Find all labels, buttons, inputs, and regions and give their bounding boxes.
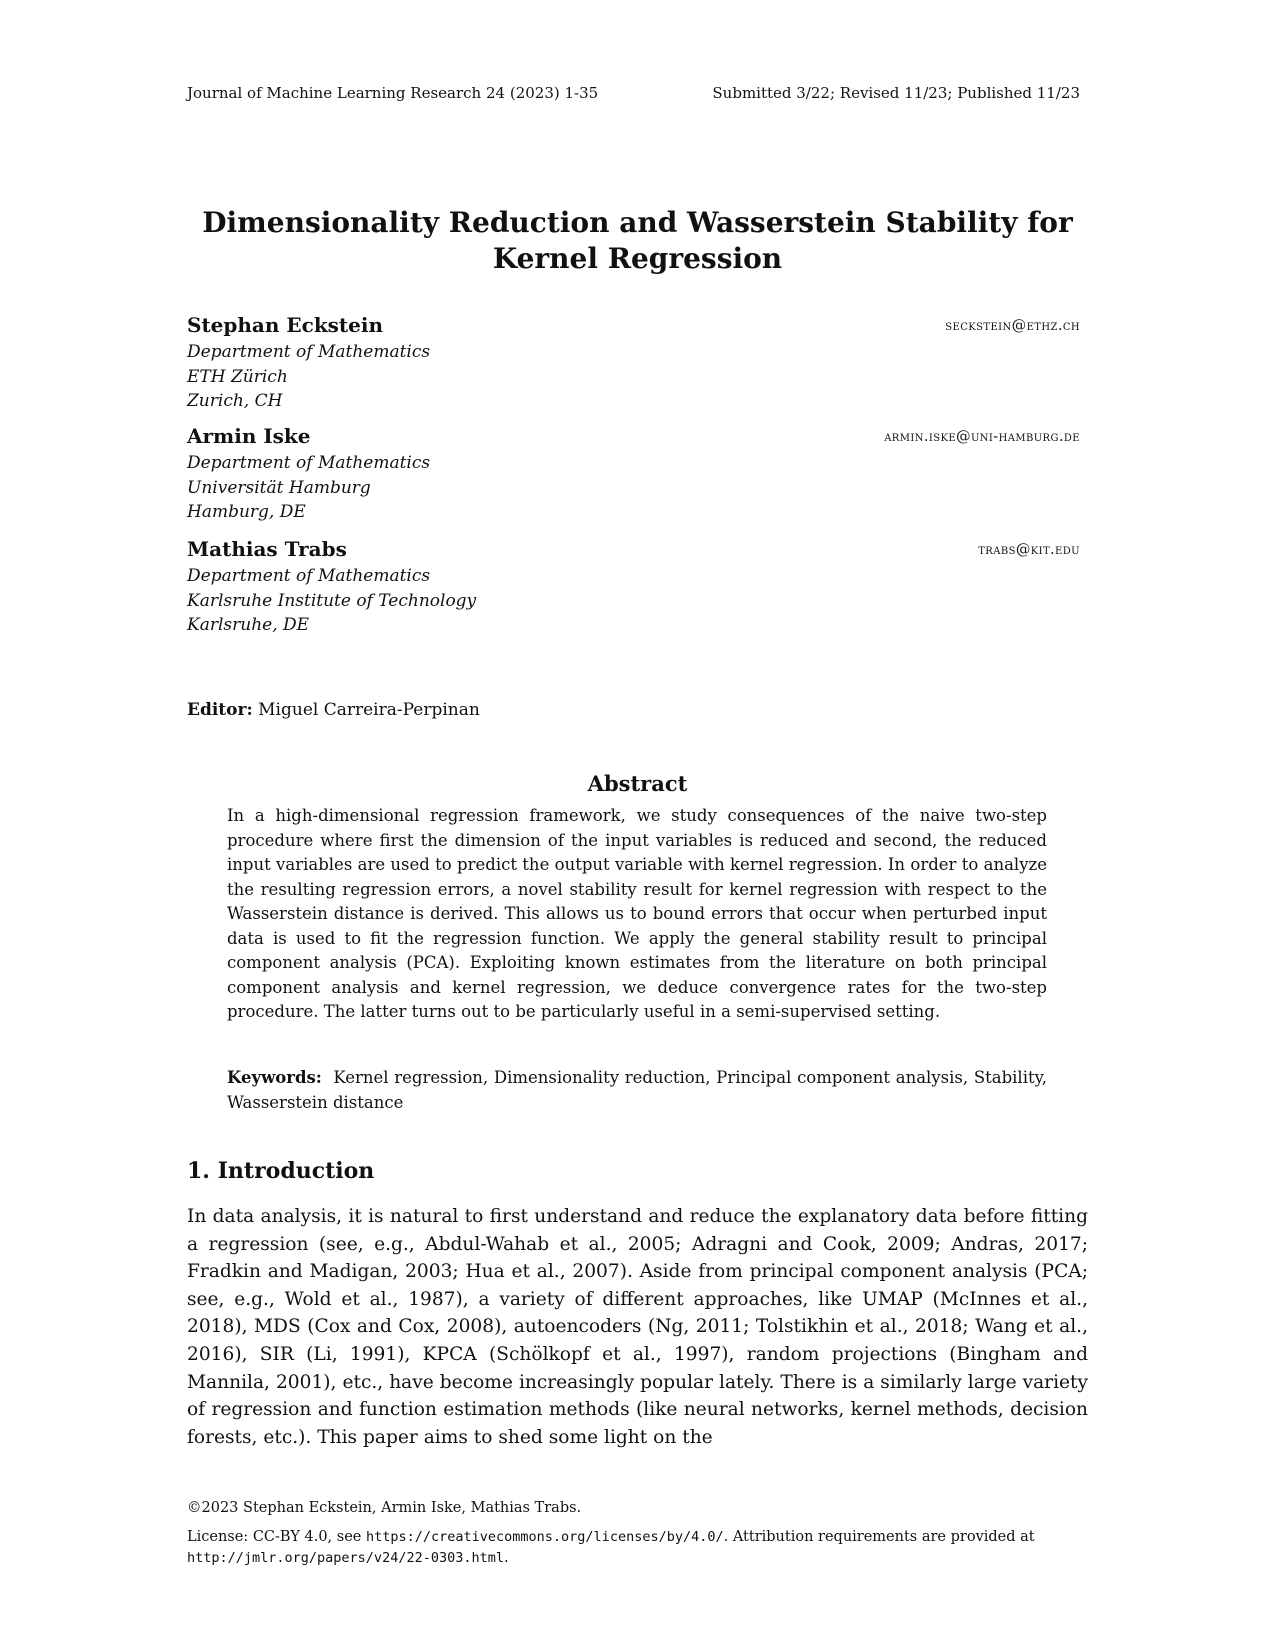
affiliation-line: Karlsruhe, DE (187, 615, 310, 635)
introduction-paragraph: In data analysis, it is natural to first understand and reduce the explanatory data before fitting a regression (see, e.g., Abdul-Wahab et al., 2005; Adragni and Cook, 2009; Andras, 2017; Fradkin and Madigan, 2003; Hua et al., 2007). Aside from principal component analysis (PCA; see, e.g., Wold et al., 1987), a variety of different approaches, like UMAP (McInnes et al., 2018), MDS (Cox and Cox, 2008), autoencoders (Ng, 2011; Tolstikhin et al., 2018; Wang et al., 2016), SIR (Li, 1991), KPCA (Schölkopf et al., 1997), random projections (Bingham and Mannila, 2001), etc., have become increasingly popular lately. There is a similarly large variety of regression and function estimation methods (like neural networks, kernel methods, decision forests, etc.). This paper aims to shed some light on the (187, 1206, 1088, 1448)
running-header-right: Submitted 3/22; Revised 11/23; Published 11/23 (712, 84, 1080, 102)
abstract-heading: Abstract (587, 771, 688, 796)
author-affiliation (187, 340, 430, 414)
license-link[interactable]: https://creativecommons.org/licenses/by/4.0/ (365, 1529, 724, 1545)
author-affiliation (187, 451, 430, 525)
affiliation-line: Department of Mathematics (187, 342, 431, 362)
section-heading-introduction: 1. Introduction (187, 1158, 375, 1184)
editor-label: Editor: (187, 700, 253, 720)
author-name: Mathias Trabs (187, 537, 347, 561)
author-email[interactable]: trabs@kit.edu (978, 542, 1080, 558)
keywords (227, 1066, 1047, 1115)
author-email[interactable]: seckstein@ethz.ch (945, 318, 1080, 334)
copyright-line: ©2023 Stephan Eckstein, Armin Iske, Mathias Trabs. (187, 1500, 582, 1516)
editor-name: Miguel Carreira-Perpinan (258, 700, 480, 720)
abstract-text: In a high-dimensional regression framework, we study consequences of the naive two-step procedure where first the dimension of the input variables is reduced and second, the reduced input variables are used to predict the output variable with kernel regression. In order to analyze the resulting regression errors, a novel stability result for kernel regression with respect to the Wasserstein distance is derived. This allows us to bound errors that occur when perturbed input data is used to fit the regression function. We apply the general stability result to principal component analysis (PCA). Exploiting known estimates from the literature on both principal component analysis and kernel regression, we deduce convergence rates for the two-step procedure. The latter turns out to be particularly useful in a semi-supervised setting. (227, 806, 1047, 1021)
title-line-2: Kernel Regression (492, 242, 783, 275)
license-text: License: CC-BY 4.0, see (187, 1529, 366, 1545)
author-name: Stephan Eckstein (187, 313, 384, 337)
paper-title (130, 205, 1145, 277)
keywords-label: Keywords: (227, 1068, 322, 1087)
license-text: . Attribution requirements are provided at (723, 1529, 1035, 1545)
license-text: . (503, 1550, 509, 1566)
affiliation-line: Hamburg, DE (187, 502, 306, 522)
license-line (187, 1527, 1092, 1569)
author-name: Armin Iske (187, 424, 311, 448)
affiliation-line: Zurich, CH (187, 391, 283, 411)
attribution-link[interactable]: http://jmlr.org/papers/v24/22-0303.html (187, 1550, 504, 1566)
author-email[interactable]: armin.iske@uni-hamburg.de (884, 429, 1080, 445)
affiliation-line: Universität Hamburg (187, 477, 371, 498)
keywords-text: Kernel regression, Dimensionality reduction, Principal component analysis, Stability, Wasserstein distance (227, 1068, 1047, 1112)
author-affiliation (187, 564, 476, 638)
running-header-left: Journal of Machine Learning Research 24 (2023) 1-35 (187, 84, 599, 102)
affiliation-line: Karlsruhe Institute of Technology (187, 590, 477, 611)
editor-line (187, 700, 480, 720)
affiliation-line: Department of Mathematics (187, 453, 431, 473)
title-line-1: Dimensionality Reduction and Wasserstein Stability for (202, 206, 1073, 239)
affiliation-line: Department of Mathematics (187, 566, 431, 586)
affiliation-line: ETH Zürich (187, 366, 288, 387)
